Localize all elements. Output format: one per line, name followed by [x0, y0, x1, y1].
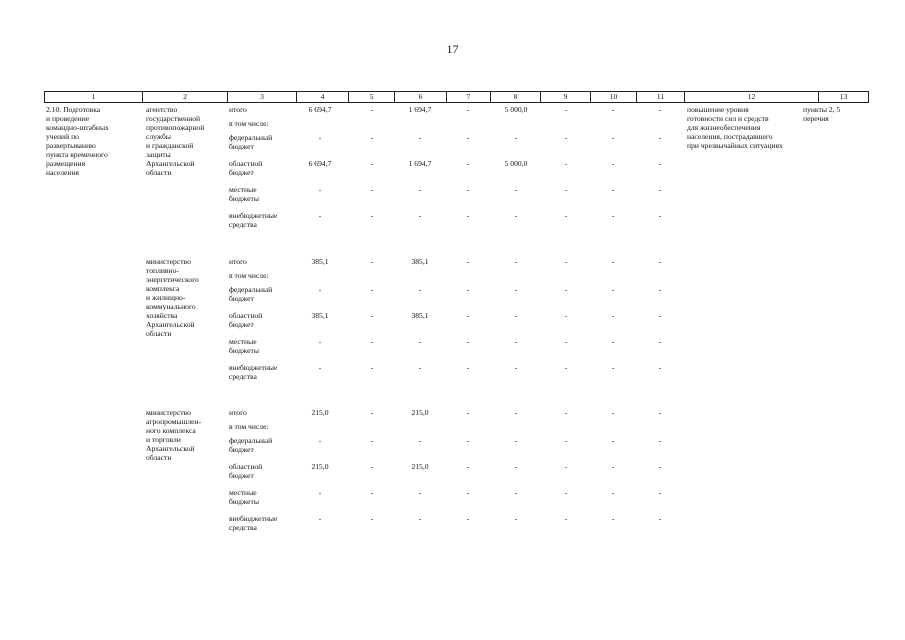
amount-cell: - [564, 211, 568, 220]
amount-cell: - [418, 133, 422, 142]
amount-cell: - [370, 408, 374, 417]
amount-cell: - [514, 337, 518, 346]
amount-cell: - [564, 257, 568, 266]
amount-cell: - [611, 462, 615, 471]
amount-cell: - [611, 257, 615, 266]
amount-cell: - [611, 488, 615, 497]
amount-cell: - [514, 257, 518, 266]
amount-cell: - [658, 408, 662, 417]
amount-cell: - [564, 185, 568, 194]
header-col-8: 8 [490, 91, 541, 103]
amount-cell: - [318, 185, 322, 194]
amount-cell: - [418, 436, 422, 445]
header-col-9: 9 [540, 91, 591, 103]
funding-source-label: местные бюджеты [229, 337, 259, 355]
funding-source-label: местные бюджеты [229, 185, 259, 203]
amount-cell: 385,1 [311, 311, 329, 320]
amount-cell: - [564, 105, 568, 114]
amount-cell: - [564, 311, 568, 320]
amount-cell: - [318, 488, 322, 497]
amount-cell: - [658, 185, 662, 194]
amount-cell: - [611, 105, 615, 114]
header-col-5: 5 [348, 91, 395, 103]
amount-cell: 1 694,7 [408, 105, 432, 114]
header-col-4: 4 [296, 91, 349, 103]
header-col-3: 3 [227, 91, 297, 103]
amount-cell: - [370, 159, 374, 168]
amount-cell: 1 694,7 [408, 159, 432, 168]
amount-cell: 385,1 [411, 257, 429, 266]
amount-cell: - [611, 185, 615, 194]
amount-cell: - [318, 285, 322, 294]
amount-cell: - [658, 211, 662, 220]
header-col-1: 1 [44, 91, 143, 103]
amount-cell: 385,1 [311, 257, 329, 266]
funding-source-label: областной бюджет [229, 462, 263, 480]
amount-cell: - [564, 514, 568, 523]
amount-cell: - [466, 285, 470, 294]
amount-cell: - [318, 211, 322, 220]
amount-cell: 215,0 [311, 462, 329, 471]
funding-source-label: итого [229, 257, 247, 266]
amount-cell: - [658, 436, 662, 445]
amount-cell: - [514, 436, 518, 445]
funding-source-label: федеральный бюджет [229, 133, 273, 151]
amount-cell: - [611, 311, 615, 320]
amount-cell: 215,0 [411, 408, 429, 417]
amount-cell: - [514, 514, 518, 523]
executor-name: агентство государственной противопожарной службы и гражданской защиты Архангельской области [146, 105, 205, 177]
amount-cell: 215,0 [411, 462, 429, 471]
header-col-12: 12 [684, 91, 819, 103]
executor-name: министерство агропромышлен- ного комплекса и торговли Архангельской области [146, 408, 202, 462]
amount-cell: - [318, 133, 322, 142]
amount-cell: - [564, 337, 568, 346]
amount-cell: - [370, 488, 374, 497]
amount-cell: - [466, 488, 470, 497]
header-col-2: 2 [142, 91, 228, 103]
amount-cell: - [658, 257, 662, 266]
funding-source-label: итого [229, 105, 247, 114]
amount-cell: - [370, 363, 374, 372]
funding-source-label: в том числе: [229, 271, 269, 280]
amount-cell: - [466, 363, 470, 372]
amount-cell: - [318, 337, 322, 346]
amount-cell: - [466, 185, 470, 194]
header-col-10: 10 [590, 91, 637, 103]
amount-cell: 5 000,0 [504, 105, 528, 114]
amount-cell: - [466, 257, 470, 266]
amount-cell: - [466, 211, 470, 220]
list-items-ref: пункты 2, 5 перечня [803, 105, 841, 123]
amount-cell: - [370, 514, 374, 523]
amount-cell: - [564, 159, 568, 168]
amount-cell: - [370, 133, 374, 142]
amount-cell: - [658, 159, 662, 168]
funding-source-label: федеральный бюджет [229, 436, 273, 454]
amount-cell: - [514, 488, 518, 497]
amount-cell: - [370, 285, 374, 294]
amount-cell: - [611, 133, 615, 142]
amount-cell: - [514, 211, 518, 220]
amount-cell: - [658, 133, 662, 142]
funding-source-label: в том числе: [229, 422, 269, 431]
amount-cell: - [466, 159, 470, 168]
amount-cell: - [611, 408, 615, 417]
amount-cell: - [370, 211, 374, 220]
amount-cell: - [564, 436, 568, 445]
amount-cell: - [466, 337, 470, 346]
page-number: 17 [446, 42, 459, 56]
amount-cell: - [658, 285, 662, 294]
funding-source-label: областной бюджет [229, 159, 263, 177]
amount-cell: - [611, 159, 615, 168]
measure-title: 2.10. Подготовка и проведение командно-штабных учений по развертыванию пункта временного размещения населения [46, 105, 109, 177]
funding-source-label: в том числе: [229, 119, 269, 128]
funding-source-label: местные бюджеты [229, 488, 259, 506]
amount-cell: - [318, 514, 322, 523]
expected-result: повышение уровня готовности сил и средств для жизнеобеспечения населения, пострадавшего при чрезвычайных ситуациях [687, 105, 783, 150]
amount-cell: - [418, 285, 422, 294]
amount-cell: - [418, 363, 422, 372]
amount-cell: - [611, 211, 615, 220]
amount-cell: - [418, 211, 422, 220]
amount-cell: 5 000,0 [504, 159, 528, 168]
amount-cell: - [514, 462, 518, 471]
amount-cell: - [564, 462, 568, 471]
amount-cell: - [370, 462, 374, 471]
amount-cell: - [658, 337, 662, 346]
header-col-13: 13 [818, 91, 869, 103]
amount-cell: - [466, 436, 470, 445]
amount-cell: - [514, 185, 518, 194]
funding-source-label: внебюджетные средства [229, 363, 278, 381]
amount-cell: - [514, 363, 518, 372]
amount-cell: - [466, 462, 470, 471]
amount-cell: - [514, 311, 518, 320]
amount-cell: - [658, 462, 662, 471]
amount-cell: - [514, 285, 518, 294]
funding-source-label: областной бюджет [229, 311, 263, 329]
amount-cell: - [466, 311, 470, 320]
amount-cell: 6 694,7 [308, 105, 332, 114]
amount-cell: - [466, 408, 470, 417]
amount-cell: - [514, 133, 518, 142]
amount-cell: - [564, 408, 568, 417]
amount-cell: - [658, 488, 662, 497]
amount-cell: - [611, 436, 615, 445]
amount-cell: - [418, 514, 422, 523]
amount-cell: - [514, 408, 518, 417]
amount-cell: - [318, 363, 322, 372]
amount-cell: - [611, 337, 615, 346]
header-col-11: 11 [636, 91, 685, 103]
amount-cell: - [564, 133, 568, 142]
amount-cell: - [564, 363, 568, 372]
amount-cell: 215,0 [311, 408, 329, 417]
amount-cell: - [611, 514, 615, 523]
amount-cell: - [466, 514, 470, 523]
funding-source-label: итого [229, 408, 247, 417]
amount-cell: - [658, 514, 662, 523]
amount-cell: 6 694,7 [308, 159, 332, 168]
funding-source-label: внебюджетные средства [229, 211, 278, 229]
amount-cell: - [370, 436, 374, 445]
amount-cell: - [658, 363, 662, 372]
amount-cell: - [418, 488, 422, 497]
amount-cell: - [658, 311, 662, 320]
amount-cell: - [418, 337, 422, 346]
amount-cell: - [370, 105, 374, 114]
header-col-7: 7 [446, 91, 491, 103]
header-col-6: 6 [394, 91, 447, 103]
funding-source-label: федеральный бюджет [229, 285, 273, 303]
amount-cell: - [564, 285, 568, 294]
executor-name: министерство топливно- энергетического комплекса и жилищно- коммунального хозяйства Архангельской области [146, 257, 199, 338]
amount-cell: - [418, 185, 422, 194]
amount-cell: - [370, 311, 374, 320]
amount-cell: 385,1 [411, 311, 429, 320]
amount-cell: - [658, 105, 662, 114]
amount-cell: - [370, 337, 374, 346]
amount-cell: - [466, 133, 470, 142]
amount-cell: - [318, 436, 322, 445]
amount-cell: - [466, 105, 470, 114]
amount-cell: - [370, 257, 374, 266]
amount-cell: - [564, 488, 568, 497]
amount-cell: - [611, 363, 615, 372]
amount-cell: - [611, 285, 615, 294]
amount-cell: - [370, 185, 374, 194]
funding-source-label: внебюджетные средства [229, 514, 278, 532]
